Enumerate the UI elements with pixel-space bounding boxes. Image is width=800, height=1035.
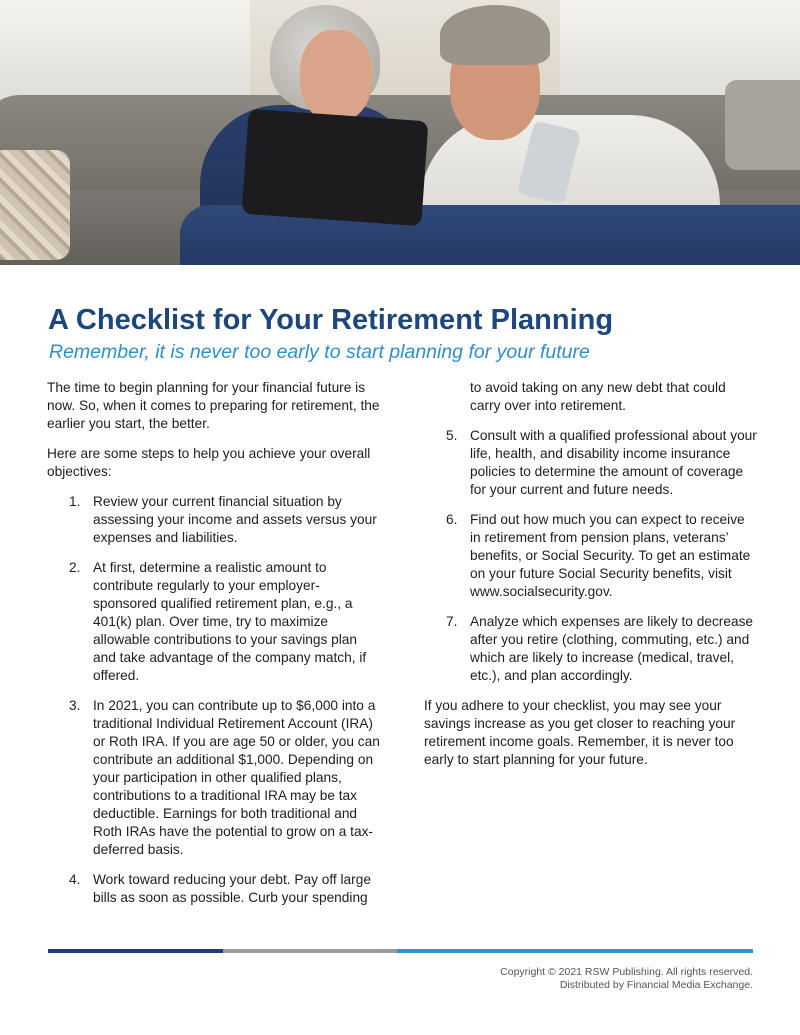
item-number: 4. <box>69 872 81 887</box>
item-text: Work toward reducing your debt. Pay off large bills as soon as possible. Curb your spending <box>93 872 371 905</box>
checklist-left <box>47 493 382 907</box>
left-column <box>47 379 382 919</box>
checklist-item-3 <box>47 697 382 859</box>
intro-paragraph: The time to begin planning for your financial future is now. So, when it comes to preparing for retirement, the earlier you start, the better. <box>47 380 380 431</box>
man-hair <box>440 5 550 65</box>
item-number: 3. <box>69 698 81 713</box>
item-text: Consult with a qualified professional about your life, health, and disability income insurance policies to determine the amount of coverage for your current and future needs. <box>470 428 757 497</box>
copyright-notice <box>253 966 753 992</box>
item-text: In 2021, you can contribute up to $6,000 into a traditional Individual Retirement Account (IRA) or Roth IRA. If you are age 50 or older, you can contribute an additional $1,000. Depending on your participation in other qualified plans, contributions to a traditional IRA may be tax deductible. Earnings for both traditional and Roth IRAs have the potential to grow on a tax-deferred basis. <box>93 698 380 857</box>
checklist-right <box>424 427 759 685</box>
distributor-line: Distributed by Financial Media Exchange. <box>559 979 753 991</box>
item-number: 7. <box>446 614 458 629</box>
right-column <box>424 379 759 781</box>
footer-bar-blue <box>397 949 753 953</box>
copyright-line: Copyright © 2021 RSW Publishing. All rights reserved. <box>500 966 753 978</box>
checklist-item-6 <box>424 511 759 601</box>
checklist-item-1 <box>47 493 382 547</box>
item-text: Review your current financial situation by assessing your income and assets versus your expenses and liabilities. <box>93 494 377 545</box>
hero-photo <box>0 0 800 265</box>
item-number: 1. <box>69 494 81 509</box>
page-subtitle: Remember, it is never too early to start planning for your future <box>49 341 590 363</box>
item-text: At first, determine a realistic amount to contribute regularly to your employer-sponsored qualified retirement plan, e.g., a 401(k) plan. Over time, try to maximize allowable contributions to your savings plan and take advantage of the company match, if offered. <box>93 560 367 683</box>
intro-paragraph: Here are some steps to help you achieve your overall objectives: <box>47 446 371 479</box>
footer-bar-gray <box>223 949 397 953</box>
footer-bar-dark <box>48 949 223 953</box>
checklist-item-4-continued: to avoid taking on any new debt that could carry over into retirement. <box>470 380 726 413</box>
item-number: 6. <box>446 512 458 527</box>
checklist-item-5 <box>424 427 759 499</box>
checklist-item-4 <box>47 871 382 907</box>
checklist-item-7 <box>424 613 759 685</box>
closing-paragraph: If you adhere to your checklist, you may see your savings increase as you get closer to reaching your retirement income goals. Remember, it is never too early to start planning for your future. <box>424 698 736 767</box>
tablet-device <box>242 109 429 226</box>
item-text: Analyze which expenses are likely to decrease after you retire (clothing, commuting, etc.) and which are likely to increase (medical, travel, etc.), and plan accordingly. <box>470 614 754 683</box>
item-number: 2. <box>69 560 81 575</box>
woman-face <box>300 30 372 122</box>
pillow-left <box>0 150 70 260</box>
pillow-right <box>725 80 800 170</box>
page-title: A Checklist for Your Retirement Planning <box>48 304 614 336</box>
item-number: 5. <box>446 428 458 443</box>
item-text: Find out how much you can expect to receive in retirement from pension plans, veterans’ benefits, or Social Security. To get an estimate on your future Social Security benefits, visit www.socialsecurity.gov. <box>470 512 751 599</box>
checklist-item-2 <box>47 559 382 685</box>
